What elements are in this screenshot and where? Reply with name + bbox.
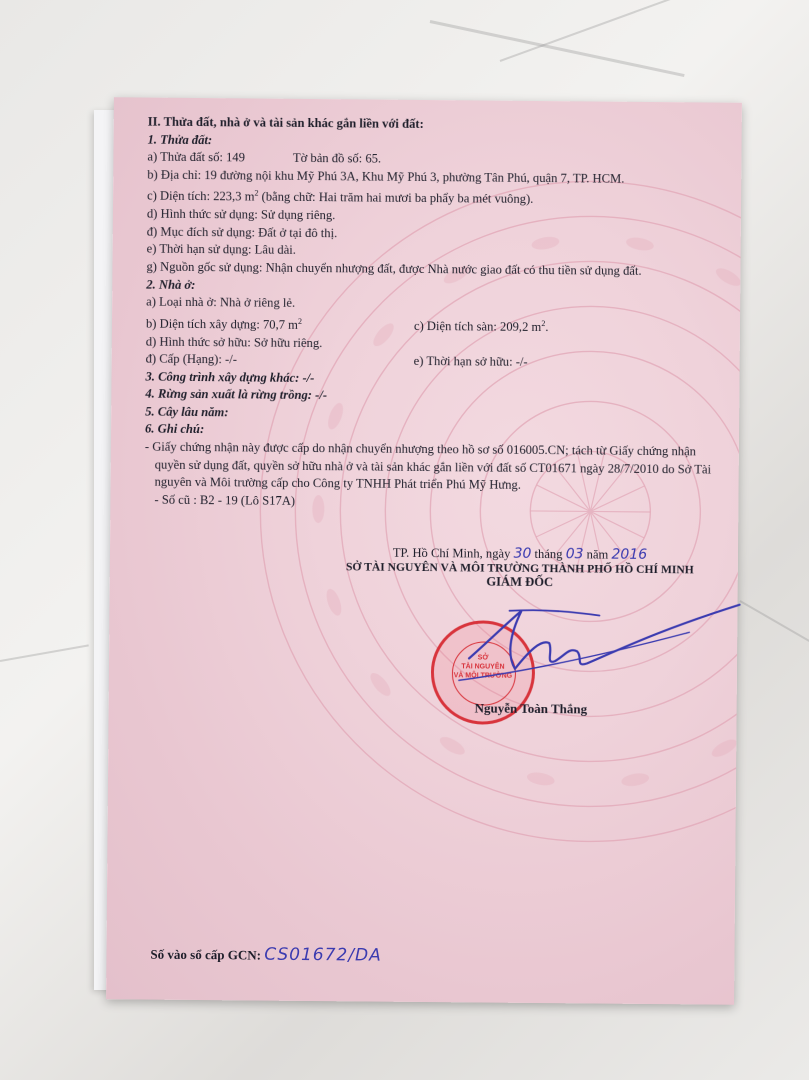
notes-heading: 6. Ghi chú: [144,422,205,437]
house-ownership-term: e) Thời hạn sở hữu: -/- [413,353,528,369]
land-usage-term: e) Thời hạn sử dụng: Lâu dài. [146,241,296,258]
house-heading: 2. Nhà ở: [146,277,196,292]
land-parcel-number-text: a) Thửa đất số: 149 [147,149,246,165]
house-building-area [146,311,414,335]
land-usage-purpose: đ) Mục đích sử dụng: Đất ở tại đô thị. [146,224,338,240]
land-usage-form: d) Hình thức sử dụng: Sử dụng riêng. [146,206,336,223]
registry-number [150,944,381,966]
production-forest: 4. Rừng sản xuất là rừng trồng: -/- [145,386,328,403]
seal-line-2: TÀI NGUYÊN [461,663,505,671]
issue-year: 2016 [611,546,648,563]
map-sheet-number: Tờ bản đồ số: 65. [292,151,382,166]
watermark-bird [437,734,467,759]
director-title: GIÁM ĐỐC [486,574,554,590]
watermark-bird [620,771,650,787]
seal-line-1: SỞ [477,654,489,662]
marble-vein [0,644,89,662]
note-old-number: - Số cũ : B2 - 19 (Lô S17A) [154,492,296,508]
land-address: b) Địa chỉ: 19 đường nội khu Mỹ Phú 3A, Khu Mỹ Phú 3, phường Tân Phú, quận 7, TP. HCM. [147,167,625,186]
watermark-ray [590,511,644,538]
watermark-bird [367,670,394,699]
section-title: II. Thửa đất, nhà ở và tài sản khác gắn liền với đất: [147,114,424,131]
year-label: năm [586,547,609,562]
registry-label: Số vào sổ cấp GCN: [150,946,262,963]
marble-vein [430,20,685,77]
watermark-bird [526,770,556,787]
seal-line-3: VÀ MÔI TRƯỜNG [453,672,513,680]
handwritten-signature [449,580,750,703]
issuing-agency: SỞ TÀI NGUYÊN VÀ MÔI TRƯỜNG THÀNH PHỐ HỒ CHÍ MINH [345,560,694,577]
watermark-bird [709,736,739,760]
issue-place: TP. Hồ Chí Minh, ngày [392,545,511,561]
certificate-content [144,114,727,514]
other-construction: 3. Công trình xây dựng khác: -/- [145,369,315,385]
marble-vein [500,0,689,62]
house-grade: đ) Cấp (Hạng): -/- [145,351,238,367]
signer-name: Nguyễn Toàn Thắng [474,700,588,717]
superscript: 2 [541,318,546,328]
marble-vein [740,600,809,642]
superscript: 2 [254,188,259,198]
house-ownership-form: d) Hình thức sở hữu: Sở hữu riêng. [145,334,323,350]
registry-value: CS01672/DA [264,944,382,966]
watermark-ray [536,511,590,538]
land-area-words: (bằng chữ: Hai trăm hai mươi ba phẩy ba mét vuông). [258,190,534,207]
perennial-trees: 5. Cây lâu năm: [145,404,229,420]
note-transfer: - Giấy chứng nhận này được cấp do nhận chuyển nhượng theo hồ sơ số 016005.CN; tách từ Giấy chứng nhận quyền sử dụng đất, quyền sở hữu nhà ở và tài sản khác gắn liền với đất số CT01671 ngày 28/7/2010 do Sở Tài nguyên và Môi trường cấp cho Công ty TNHH Phát triển Phú Mỹ Hưng. [144,439,712,493]
certificate-page [106,97,742,1004]
land-heading: 1. Thửa đất: [147,132,213,147]
issue-month: 03 [565,546,584,563]
period: . [545,319,549,334]
house-floor-area-text: c) Diện tích sàn: 209,2 m [413,318,542,334]
month-label: tháng [534,546,563,562]
house-floor-area [414,314,549,337]
house-building-area-text: b) Diện tích xây dựng: 70,7 m [145,316,299,332]
superscript: 2 [297,316,303,326]
issue-day: 30 [513,545,532,562]
land-usage-origin: g) Nguồn gốc sử dụng: Nhận chuyển nhượng đất, được Nhà nước giao đất có thu tiền sử dụng đất. [146,259,642,278]
land-area-value: c) Diện tích: 223,3 m [147,189,255,205]
watermark-bird [324,587,345,617]
house-type: a) Loại nhà ở: Nhà ở riêng lẻ. [146,294,296,310]
